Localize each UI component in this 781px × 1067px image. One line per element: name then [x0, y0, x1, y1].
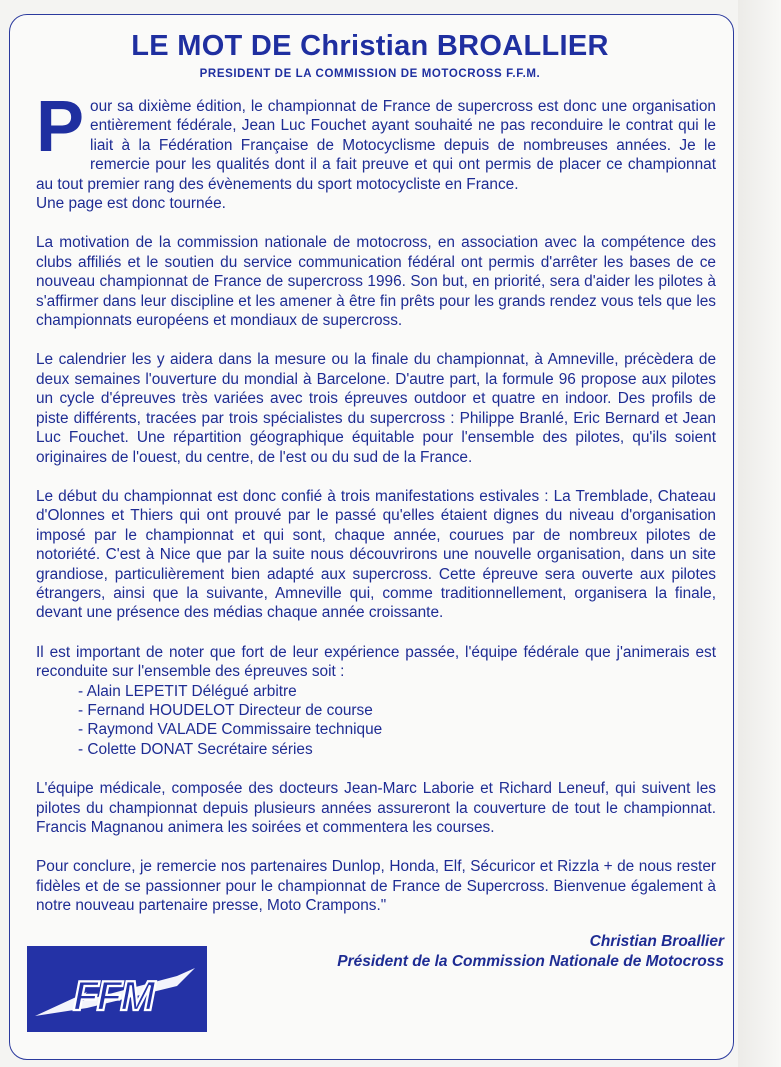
- staff-item: - Raymond VALADE Commissaire technique: [78, 720, 716, 739]
- intro-closing: Une page est donc tournée.: [36, 195, 226, 213]
- staff-item: - Colette DONAT Secrétaire séries: [78, 740, 716, 759]
- paragraph-medical: L'équipe médicale, composée des docteurs Jean-Marc Laborie et Richard Leneuf, qui suivent les pilotes du championnat depuis plusieurs années assureront la couverture de tout le championnat. Francis Magnanou animera les soirées et commentera les courses.: [36, 780, 716, 836]
- article-body: [36, 87, 716, 936]
- paragraph-staff-intro: Il est important de noter que fort de leur expérience passée, l'équipe fédérale que j'animerais est reconduite sur l'ensemble des épreuves soit :: [36, 643, 716, 681]
- page-edge: [738, 0, 781, 1067]
- page-subtitle: PRESIDENT DE LA COMMISSION DE MOTOCROSS F.F.M.: [199, 68, 541, 80]
- paragraph-calendar: Le calendrier les y aidera dans la mesure ou la finale du championnat, à Amneville, précèdera de deux semaines l'ouverture du mondial à Barcelone. D'autre part, la formule 96 propose aux pilotes un cycle d'épreuves très variées avec trois épreuves outdoor et quatre en indoor. Des profils de piste différents, tracées par trois spécialistes du supercross : Philippe Branlé, Eric Bernard et Jean Luc Fouchet. Une répartition géographique équitable pour l'ensemble des pilotes, qu'ils soient originaires de l'ouest, du centre, de l'est ou du sud de la France.: [36, 351, 716, 466]
- staff-list: [36, 682, 716, 760]
- ffm-logo-graphic: [27, 946, 207, 1032]
- paragraph-motivation: La motivation de la commission nationale de motocross, en association avec la compétence des clubs affiliés et le soutien du service communication fédéral ont permis d'arrêter les bases de ce nouveau championnat de France de supercross 1996. Son but, en priorité, sera d'aider les pilotes à s'affirmer dans leur discipline et les amener à être fin prêts pour les grands rendez vous tels que les championnats européens et mondiaux de supercross.: [36, 234, 716, 330]
- intro-paragraph: [36, 87, 716, 213]
- ffm-logo-icon: [27, 946, 207, 1032]
- staff-item: - Alain LEPETIT Délégué arbitre: [78, 682, 716, 701]
- staff-item: - Fernand HOUDELOT Directeur de course: [78, 701, 716, 720]
- signature-block: [337, 932, 724, 972]
- logo-text: FFM: [73, 972, 154, 1019]
- paragraph-events: Le début du championnat est donc confié à trois manifestations estivales : La Tremblade, Chateau d'Olonnes et Thiers qui ont prouvé par le passé qu'elles étaient dignes du niveau d'organisation imposé par le championnat et qui sont, chaque année, courues par de nombreux pilotes de notoriété. C'est à Nice que par la suite nous découvrirons une nouvelle organisation, dans un site grandiose, particulièrement bien adapté aux supercross. Cette épreuve sera ouverte aux pilotes étrangers, ainsi que la suivante, Amneville qui, comme traditionnellement, organisera la finale, devant une présence des médias chaque année croissante.: [36, 487, 716, 622]
- signature-name: Christian Broallier: [589, 933, 724, 950]
- paragraph-conclusion: Pour conclure, je remercie nos partenaires Dunlop, Honda, Elf, Sécuricor et Rizzla + de nous rester fidèles et de se passionner pour le championnat de France de Supercross. Bienvenue également à notre nouveau partenaire presse, Moto Crampons.": [36, 858, 716, 915]
- drop-cap: P: [36, 87, 85, 167]
- intro-text: our sa dixième édition, le championnat de France de supercross est donc une organisation entièrement fédérale, Jean Luc Fouchet ayant souhaité ne pas reconduire le contrat qui le liait à la Fédération Française de Motocyclisme depuis de nombreuses années. Je le remercie pour les qualités dont il a fait preuve et qui ont permis de placer ce championnat au tout premier rang des évènements du sport motocycliste en France.: [36, 98, 716, 193]
- signature-role: Président de la Commission Nationale de Motocross: [337, 953, 724, 970]
- page-title: LE MOT DE Christian BROALLIER: [131, 30, 609, 62]
